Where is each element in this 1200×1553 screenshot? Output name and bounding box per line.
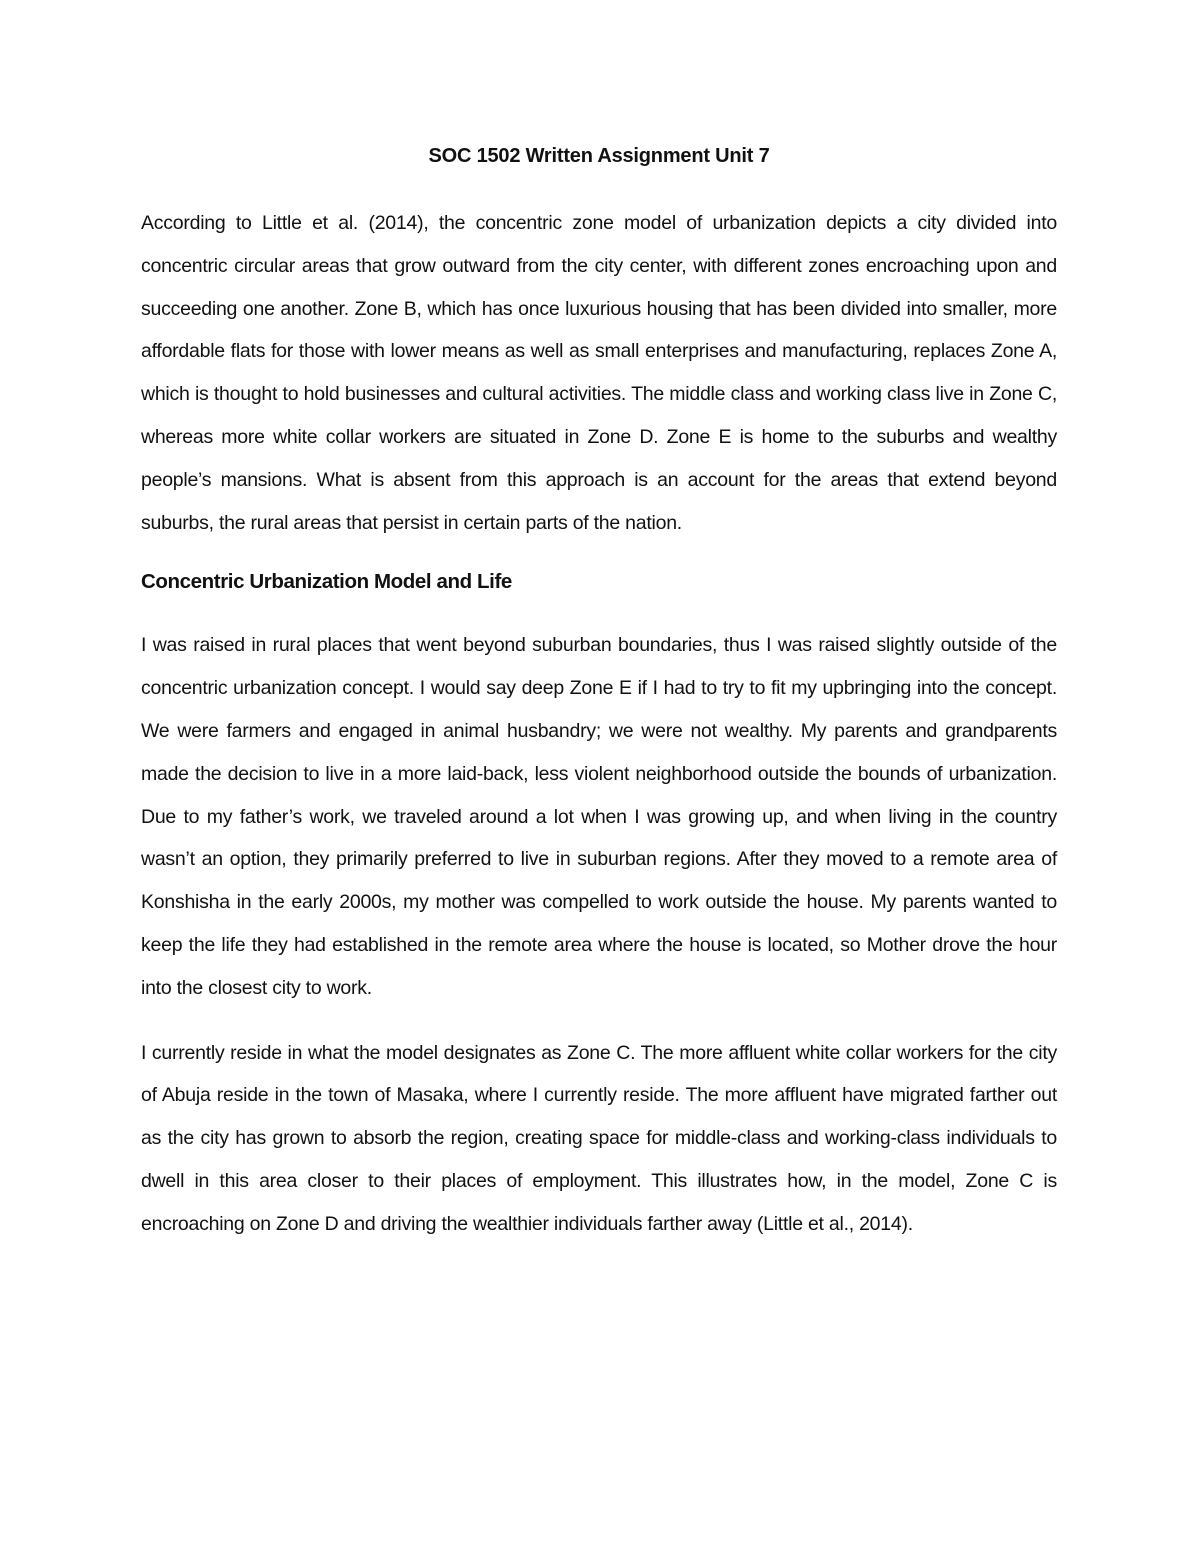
document-title: SOC 1502 Written Assignment Unit 7 [428,145,770,167]
intro-paragraph: According to Little et al. (2014), the concentric zone model of urbanization depicts a city divided into concentric circular areas that grow outward from the city center, with different zones encroaching upon and succeeding one another. Zone B, which has once luxurious housing that has been divided into smaller, more affordable flats for those with lower means as well as small enterprises and manufacturing, replaces Zone A, which is thought to hold businesses and cultural activities. The middle class and working class live in Zone C, whereas more white collar workers are situated in Zone D. Zone E is home to the suburbs and wealthy people’s mansions. What is absent from this approach is an account for the areas that extend beyond suburbs, the rural areas that persist in certain parts of the nation. [141,212,1057,534]
body-paragraph-upbringing: I was raised in rural places that went beyond suburban boundaries, thus I was raised slightly outside of the concentric urbanization concept. I would say deep Zone E if I had to try to fit my upbringing into the concept. We were farmers and engaged in animal husbandry; we were not wealthy. My parents and grandparents made the decision to live in a more laid-back, less violent neighborhood outside the bounds of urbanization. Due to my father’s work, we traveled around a lot when I was growing up, and when living in the country wasn’t an option, they primarily preferred to live in suburban regions. After they moved to a remote area of Konshisha in the early 2000s, my mother was compelled to work outside the house. My parents wanted to keep the life they had established in the remote area where the house is located, so Mother drove the hour into the closest city to work. [141,634,1057,999]
document-body [141,140,1057,1246]
body-paragraph-current-residence: I currently reside in what the model designates as Zone C. The more affluent white collar workers for the city of Abuja reside in the town of Masaka, where I currently reside. The more affluent have migrated farther out as the city has grown to absorb the region, creating space for middle-class and working-class individuals to dwell in this area closer to their places of employment. This illustrates how, in the model, Zone C is encroaching on Zone D and driving the wealthier individuals farther away (Little et al., 2014). [141,1041,1057,1235]
section-heading: Concentric Urbanization Model and Life [141,570,512,594]
